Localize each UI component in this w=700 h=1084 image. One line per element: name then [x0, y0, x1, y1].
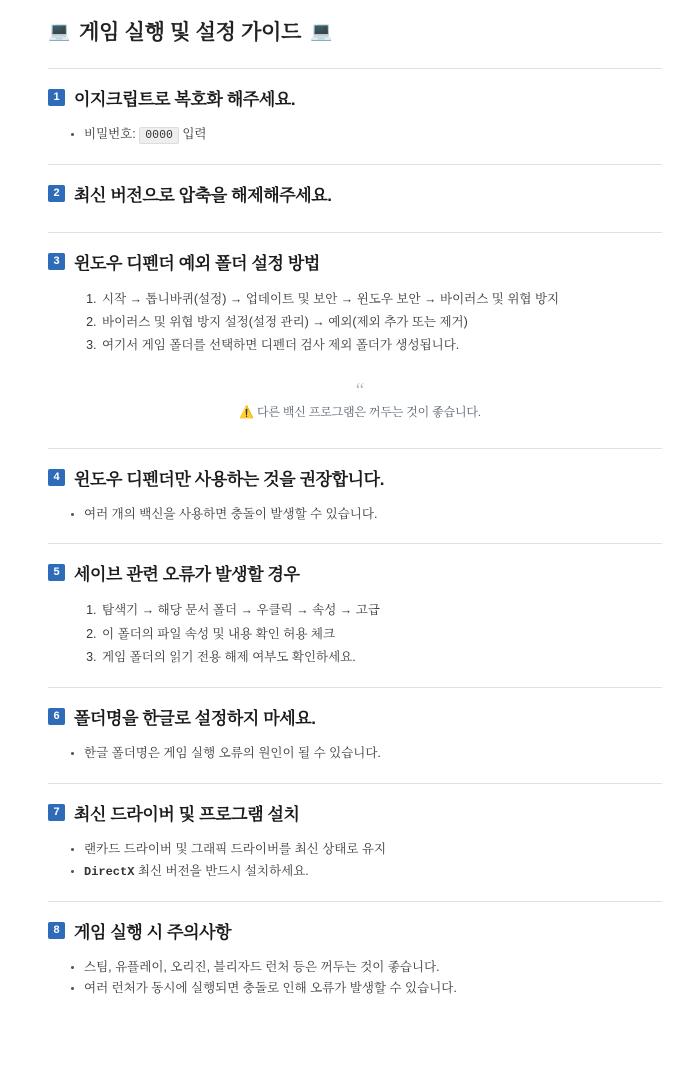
section-2 [48, 165, 662, 214]
section-title: 윈도우 디펜더만 사용하는 것을 권장합니다. [74, 469, 385, 489]
section-2-body [48, 208, 662, 214]
directx-label: DirectX [84, 864, 135, 879]
list-item: 2. 이 폴더의 파일 속성 및 내용 확인 허용 체크 [100, 623, 662, 646]
section-8-body [48, 945, 662, 1001]
section-7-body [48, 827, 662, 883]
list-item: 1. 탐색기 → 해당 문서 폴더 → 우클릭 → 속성 → 고급 [100, 599, 662, 622]
section-number-badge: 4 [48, 469, 65, 486]
section-6 [48, 688, 662, 765]
section-number-badge: 7 [48, 804, 65, 821]
section-title: 최신 드라이버 및 프로그램 설치 [74, 804, 300, 824]
list-item: 한글 폴더명은 게임 실행 오류의 원인이 될 수 있습니다. [84, 743, 662, 765]
section-5 [48, 544, 662, 668]
list-item: 3. 게임 폴더의 읽기 전용 해제 여부도 확인하세요. [100, 646, 662, 669]
numbered-list [58, 288, 662, 357]
list-item [84, 861, 662, 883]
section-5-header [48, 560, 662, 585]
section-number-badge: 6 [48, 708, 65, 725]
section-number-badge: 2 [48, 185, 65, 202]
section-title: 최신 버전으로 압축을 해제해주세요. [74, 186, 332, 206]
section-8 [48, 902, 662, 1001]
callout-note [58, 368, 662, 430]
section-2-header [48, 181, 662, 206]
list-item: 2. 바이러스 및 위협 방지 설정(설정 관리) → 예외(제외 추가 또는 제거) [100, 311, 662, 334]
laptop-icon-left: 💻 [48, 20, 71, 41]
laptop-icon-right: 💻 [310, 20, 333, 41]
password-code: 0000 [139, 127, 179, 144]
section-number-badge: 8 [48, 922, 65, 939]
directx-rest: 최신 버전을 반드시 설치하세요. [134, 863, 309, 878]
document-page [0, 10, 700, 1014]
left-margin-rail [0, 10, 18, 1014]
list-item: 랜카드 드라이버 및 그래픽 드라이버를 최신 상태로 유지 [84, 839, 662, 861]
section-3-body [48, 276, 662, 429]
password-label: 비밀번호: [84, 127, 136, 141]
note-text: 다른 백신 프로그램은 꺼두는 것이 좋습니다. [257, 404, 481, 419]
section-number-badge: 1 [48, 89, 65, 106]
list-item: 1. 시작 → 톱니바퀴(설정) → 업데이트 및 보안 → 윈도우 보안 → 바이러스 및 위협 방지 [100, 288, 662, 311]
section-4 [48, 449, 662, 526]
document-content [0, 10, 700, 1000]
list-item: 여러 개의 백신을 사용하면 충돌이 발생할 수 있습니다. [84, 504, 662, 526]
page-title [48, 10, 662, 50]
section-6-header [48, 704, 662, 729]
list-item: 여러 런처가 동시에 실행되면 충돌로 인해 오류가 발생할 수 있습니다. [84, 978, 662, 1000]
section-title: 세이브 관련 오류가 발생할 경우 [74, 565, 300, 585]
numbered-list [58, 599, 662, 668]
page-title-text: 게임 실행 및 설정 가이드 [79, 21, 302, 44]
list-item: 스팀, 유플레이, 오리진, 블리자드 런처 등은 꺼두는 것이 좋습니다. [84, 957, 662, 979]
section-title: 윈도우 디펜더 예외 폴더 설정 방법 [74, 254, 320, 274]
password-suffix: 입력 [182, 127, 207, 141]
bullet-list [58, 743, 662, 765]
note-text-row [58, 403, 662, 420]
section-title: 이지크립트로 복호화 해주세요. [74, 90, 296, 109]
section-number-badge: 5 [48, 564, 65, 581]
bullet-list [58, 504, 662, 526]
bullet-list [58, 839, 662, 883]
section-6-body [48, 731, 662, 765]
warning-icon: ⚠️ [239, 404, 254, 419]
list-item [84, 124, 662, 146]
section-8-header [48, 918, 662, 943]
section-7 [48, 784, 662, 883]
bullet-list [58, 957, 662, 1001]
list-item: 3. 여기서 게임 폴더를 선택하면 디펜더 검사 제외 폴더가 생성됩니다. [100, 334, 662, 357]
section-4-body [48, 492, 662, 526]
bullet-list [58, 124, 662, 146]
section-5-body [48, 587, 662, 668]
section-1 [48, 69, 662, 146]
section-number-badge: 3 [48, 253, 65, 270]
section-7-header [48, 800, 662, 825]
section-3 [48, 233, 662, 429]
section-1-body [48, 112, 662, 146]
section-title: 게임 실행 시 주의사항 [74, 922, 232, 942]
section-3-header [48, 249, 662, 274]
section-1-header [48, 85, 662, 110]
section-title: 폴더명을 한글로 설정하지 마세요. [74, 708, 316, 728]
quote-mark-icon: “ [355, 379, 365, 401]
section-4-header [48, 465, 662, 490]
